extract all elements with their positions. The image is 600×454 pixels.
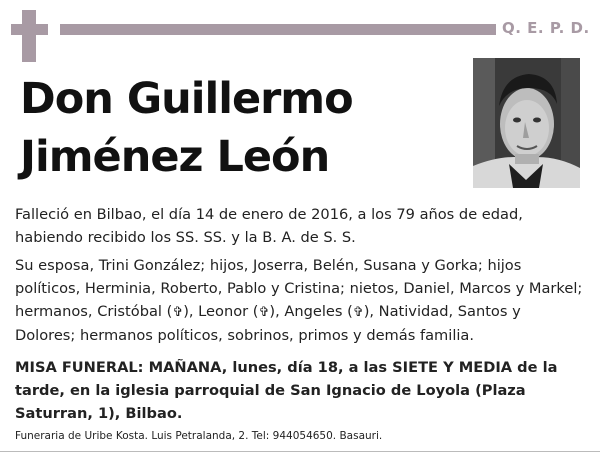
funeral-mass-paragraph: MISA FUNERAL: MAÑANA, lunes, día 18, a las SIETE Y MEDIA de la tarde, en la iglesia parroquial de San Ignacio de Loyola (Plaza Saturran, 1), Bilbao. xyxy=(15,359,558,422)
funeral-home-footer: Funeraria de Uribe Kosta. Luis Petralanda, 2. Tel: 944054650. Basauri. xyxy=(15,430,383,442)
family-text-part-1: Su esposa, Trini González; hijos, Joserra, Belén, Susana y Gorka; hijos políticos, Herminia, Roberto, Pablo y Cristina; nietos, Daniel, Marcos y Markel; hermanos, Cristóbal ( xyxy=(15,257,583,320)
qepd-label: Q. E. P. D. xyxy=(502,19,590,37)
cross-icon-vertical xyxy=(22,10,36,62)
name-line-1: Don Guillermo xyxy=(20,74,353,124)
name-line-2: Jiménez León xyxy=(20,132,330,182)
portrait-photo xyxy=(473,58,580,188)
deceased-cross-icon: ✞ xyxy=(172,305,184,320)
family-text-part-2: ), Leonor ( xyxy=(183,303,259,320)
family-text-part-3: ), Angeles ( xyxy=(269,303,353,320)
bottom-rule xyxy=(0,451,600,452)
cross-icon-horizontal xyxy=(11,24,48,35)
header-rule xyxy=(60,24,496,35)
death-notice-paragraph: Falleció en Bilbao, el día 14 de enero de 2016, a los 79 años de edad, habiendo recibido los SS. SS. y la B. A. de S. S. xyxy=(15,206,523,246)
deceased-cross-icon: ✞ xyxy=(258,305,270,320)
family-paragraph xyxy=(15,254,585,347)
family-text-part-4: ), Natividad, Santos y Dolores; hermanos políticos, sobrinos, primos y demás familia. xyxy=(15,303,521,344)
deceased-cross-icon: ✞ xyxy=(352,305,364,320)
deceased-name xyxy=(20,70,460,186)
